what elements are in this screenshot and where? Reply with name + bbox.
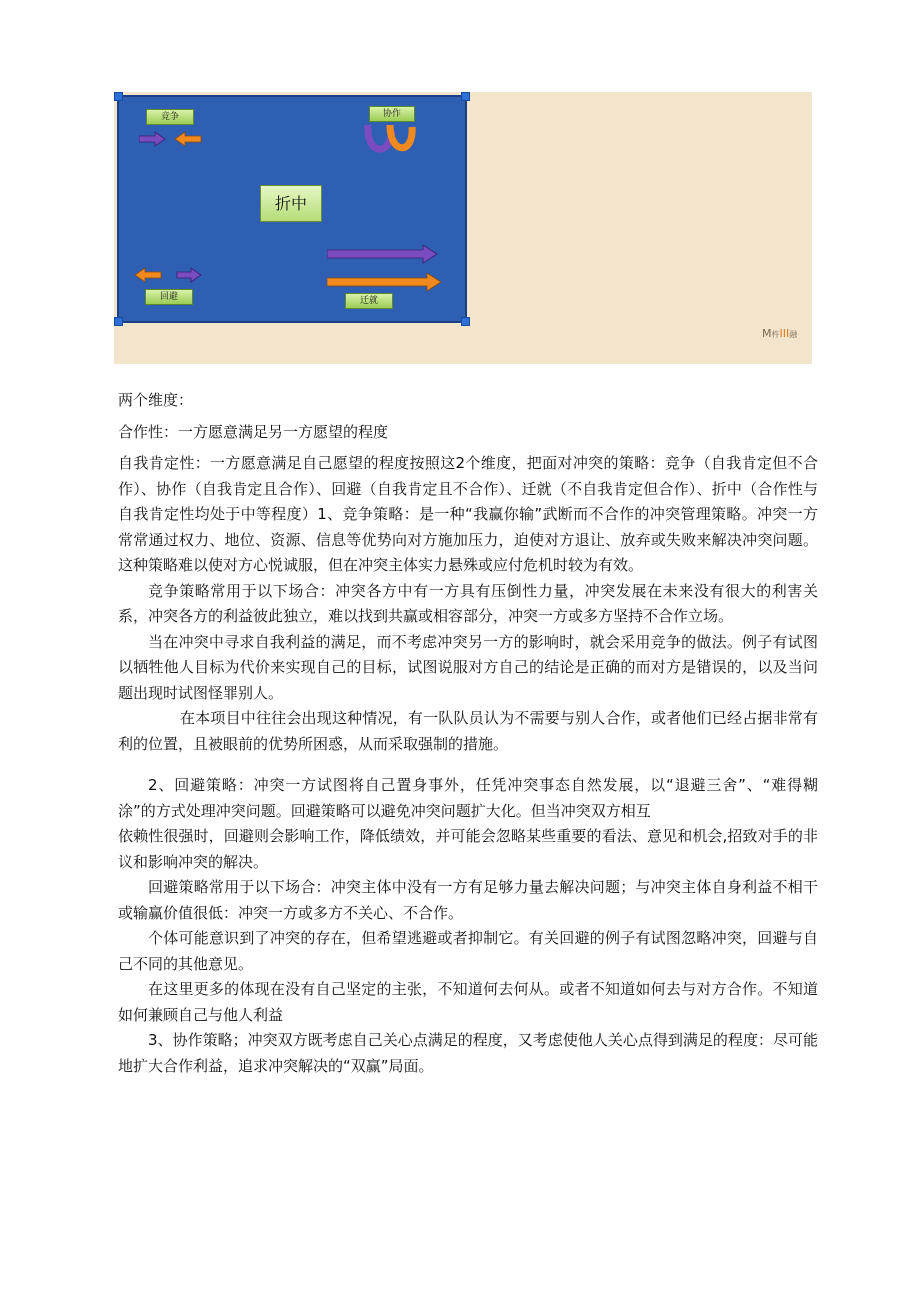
paragraph: 两个维度： <box>118 391 194 409</box>
paragraph: 回避策略常用于以下场合：冲突主体中没有一方有足够力量去解决问题；与冲突主体自身利益不相干或输赢价值很低：冲突一方或多方不关心、不合作。 <box>118 878 818 922</box>
body-text <box>118 388 818 1079</box>
watermark-suffix: 融 <box>789 330 798 339</box>
compete-label: 竞争 <box>146 109 194 125</box>
purple-long-arrow-icon <box>327 245 447 265</box>
corner-handle <box>461 92 470 101</box>
paragraph: 2、回避策略：冲突一方试图将自己置身事外，任凭冲突事态自然发展，以“退避三舍”、“难得糊涂”的方式处理冲突问题。回避策略可以避免冲突问题扩大化。但当冲突双方相互 <box>118 776 818 820</box>
paragraph: 依赖性很强时，回避则会影响工作，降低绩效，并可能会忽略某些重要的看法、意见和机会,招致对手的非议和影响冲突的解决。 <box>118 827 818 871</box>
watermark-accent: III <box>779 327 790 340</box>
paragraph: 当在冲突中寻求自我利益的满足，而不考虑冲突另一方的影响时，就会采用竞争的做法。例子有试图以牺牲他人目标为代价来实现自己的目标，试图说服对方自己的结论是正确的而对方是错误的，以及当问题出现时试图怪罪别人。 <box>118 632 818 702</box>
corner-handle <box>114 317 123 326</box>
watermark-logo <box>762 327 797 340</box>
paragraph: 合作性：一方愿意满足另一方愿望的程度 <box>118 422 389 441</box>
accommodate-label: 迁就 <box>345 293 393 309</box>
paragraph: 在这里更多的体现在没有自己坚定的主张，不知道何去何从。或者不知道如何去与对方合作。不知道如何兼顾自己与他人利益 <box>118 980 818 1024</box>
paragraph: 3、协作策略；冲突双方既考虑自己关心点满足的程度，又考虑使他人关心点得到满足的程度：尽可能地扩大合作利益，追求冲突解决的“双赢”局面。 <box>118 1031 818 1075</box>
paragraph: 在本项目中往往会出现这种情况，有一队队员认为不需要与别人合作，或者他们已经占据非常有利的位置，且被眼前的优势所困惑，从而采取强制的措施。 <box>118 709 818 753</box>
corner-handle <box>461 317 470 326</box>
avoid-label: 回避 <box>145 289 193 305</box>
collaborate-label: 协作 <box>369 106 415 122</box>
paragraph: 自我肯定性：一方愿意满足自己愿望的程度按照这2个维度，把面对冲突的策略：竞争（自我肯定但不合作）、协作（自我肯定且合作）、回避（自我肯定且不合作）、迁就（不自我肯定但合作）、折中（合作性与自我肯定性均处于中等程度）1、竞争策略：是一种“我赢你输”武断而不合作的冲突管理策略。冲突一方常常通过权力、地位、资源、信息等优势向对方施加压力，迫使对方退让、放弃或失败来解决冲突问题。这种策略难以使对方心悦诚服，但在冲突主体实力悬殊或应付危机时较为有效。 <box>118 454 818 574</box>
paragraph: 个体可能意识到了冲突的存在，但希望逃避或者抑制它。有关回避的例子有试图忽略冲突，回避与自己不同的其他意见。 <box>118 929 818 973</box>
compromise-label: 折中 <box>260 185 322 222</box>
compete-arrows-icon <box>139 131 209 147</box>
orange-long-arrow-icon <box>327 273 449 293</box>
paragraph: 竞争策略常用于以下场合：冲突各方中有一方具有压倒性力量，冲突发展在未来没有很大的利害关系，冲突各方的利益彼此独立，难以找到共赢或相容部分，冲突一方或多方坚持不合作立场。 <box>118 581 818 625</box>
avoid-arrows-icon <box>135 267 207 283</box>
watermark-prefix: M <box>762 327 772 340</box>
collaborate-curves-icon <box>362 121 422 157</box>
watermark-small: 杵 <box>771 330 780 339</box>
corner-handle <box>114 92 123 101</box>
strategy-diagram <box>117 95 467 323</box>
